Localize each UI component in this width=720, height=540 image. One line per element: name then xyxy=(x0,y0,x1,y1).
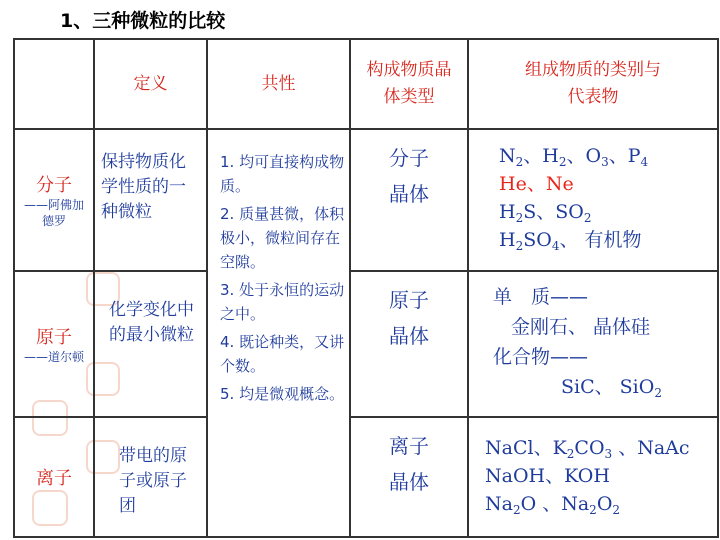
formula-line: $H_2SO_4$、 有机物 xyxy=(499,229,642,253)
definition-atom: 化学变化中的最小微粒 xyxy=(94,271,207,417)
row-name: 原子 xyxy=(36,327,72,348)
row-head-molecule xyxy=(14,129,94,271)
crystal-line: 晶体 xyxy=(389,324,429,348)
crystal-line: 晶体 xyxy=(389,182,429,206)
header-common: 共性 xyxy=(207,39,350,129)
header-blank xyxy=(14,39,94,129)
definition-ion: 带电的原子或原子团 xyxy=(94,417,207,537)
formula-line: 单 质—— xyxy=(493,286,589,308)
header-crystal-text: 构成物质晶体类型 xyxy=(366,60,452,107)
formula-line: $H_2S$、$SO_2$ xyxy=(499,201,592,225)
crystal-line: 分子 xyxy=(389,146,429,170)
common-item: 1. 均可直接构成物质。 xyxy=(220,153,345,195)
common-item: 2. 质量甚微，体积极小，微粒间存在空隙。 xyxy=(220,205,345,271)
row-sub: ——道尔顿 xyxy=(23,350,84,364)
common-properties xyxy=(207,129,350,537)
definition-molecule: 保持物质化学性质的一种微粒 xyxy=(94,129,207,271)
common-item: 3. 处于永恒的运动之中。 xyxy=(220,281,345,323)
formula-line: 金刚石、 晶体硅 xyxy=(511,316,651,338)
crystal-line: 离子 xyxy=(389,434,429,458)
header-composition xyxy=(468,39,718,129)
header-definition: 定义 xyxy=(94,39,207,129)
row-name: 离子 xyxy=(36,468,72,489)
composition-ion xyxy=(468,417,718,537)
page-title: 1、三种微粒的比较 xyxy=(60,10,226,32)
row-ion xyxy=(14,417,718,537)
row-molecule xyxy=(14,129,718,271)
row-sub: ——阿佛加德罗 xyxy=(23,198,84,228)
composition-molecule xyxy=(468,129,718,271)
common-item: 5. 均是微观概念。 xyxy=(220,385,345,403)
formula-line: SiC、 SiO$_2$ xyxy=(561,376,662,400)
formula-line: NaCl、$K_2CO_3$ 、NaAc xyxy=(485,437,690,461)
crystal-line: 原子 xyxy=(389,288,429,312)
row-name: 分子 xyxy=(36,175,72,196)
row-head-ion xyxy=(14,417,94,537)
header-row xyxy=(14,39,718,129)
comparison-table xyxy=(13,38,719,538)
formula-line: 化合物—— xyxy=(493,346,589,368)
crystal-molecule xyxy=(350,129,468,271)
composition-atom xyxy=(468,271,718,417)
row-atom xyxy=(14,271,718,417)
formula-line: $Na_2O$ 、$Na_2O_2$ xyxy=(485,493,621,517)
crystal-atom xyxy=(350,271,468,417)
common-item: 4. 既论种类，又讲个数。 xyxy=(220,333,345,375)
formula-line: $N_2$、$H_2$、$O_3$、$P_4$ xyxy=(499,145,649,169)
formula-line-noble-gas: He、Ne xyxy=(499,173,574,195)
formula-line: NaOH、KOH xyxy=(485,465,610,487)
header-composition-text: 组成物质的类别与代表物 xyxy=(525,60,661,107)
crystal-line: 晶体 xyxy=(389,470,429,494)
crystal-ion xyxy=(350,417,468,537)
header-crystal-type xyxy=(350,39,468,129)
row-head-atom xyxy=(14,271,94,417)
